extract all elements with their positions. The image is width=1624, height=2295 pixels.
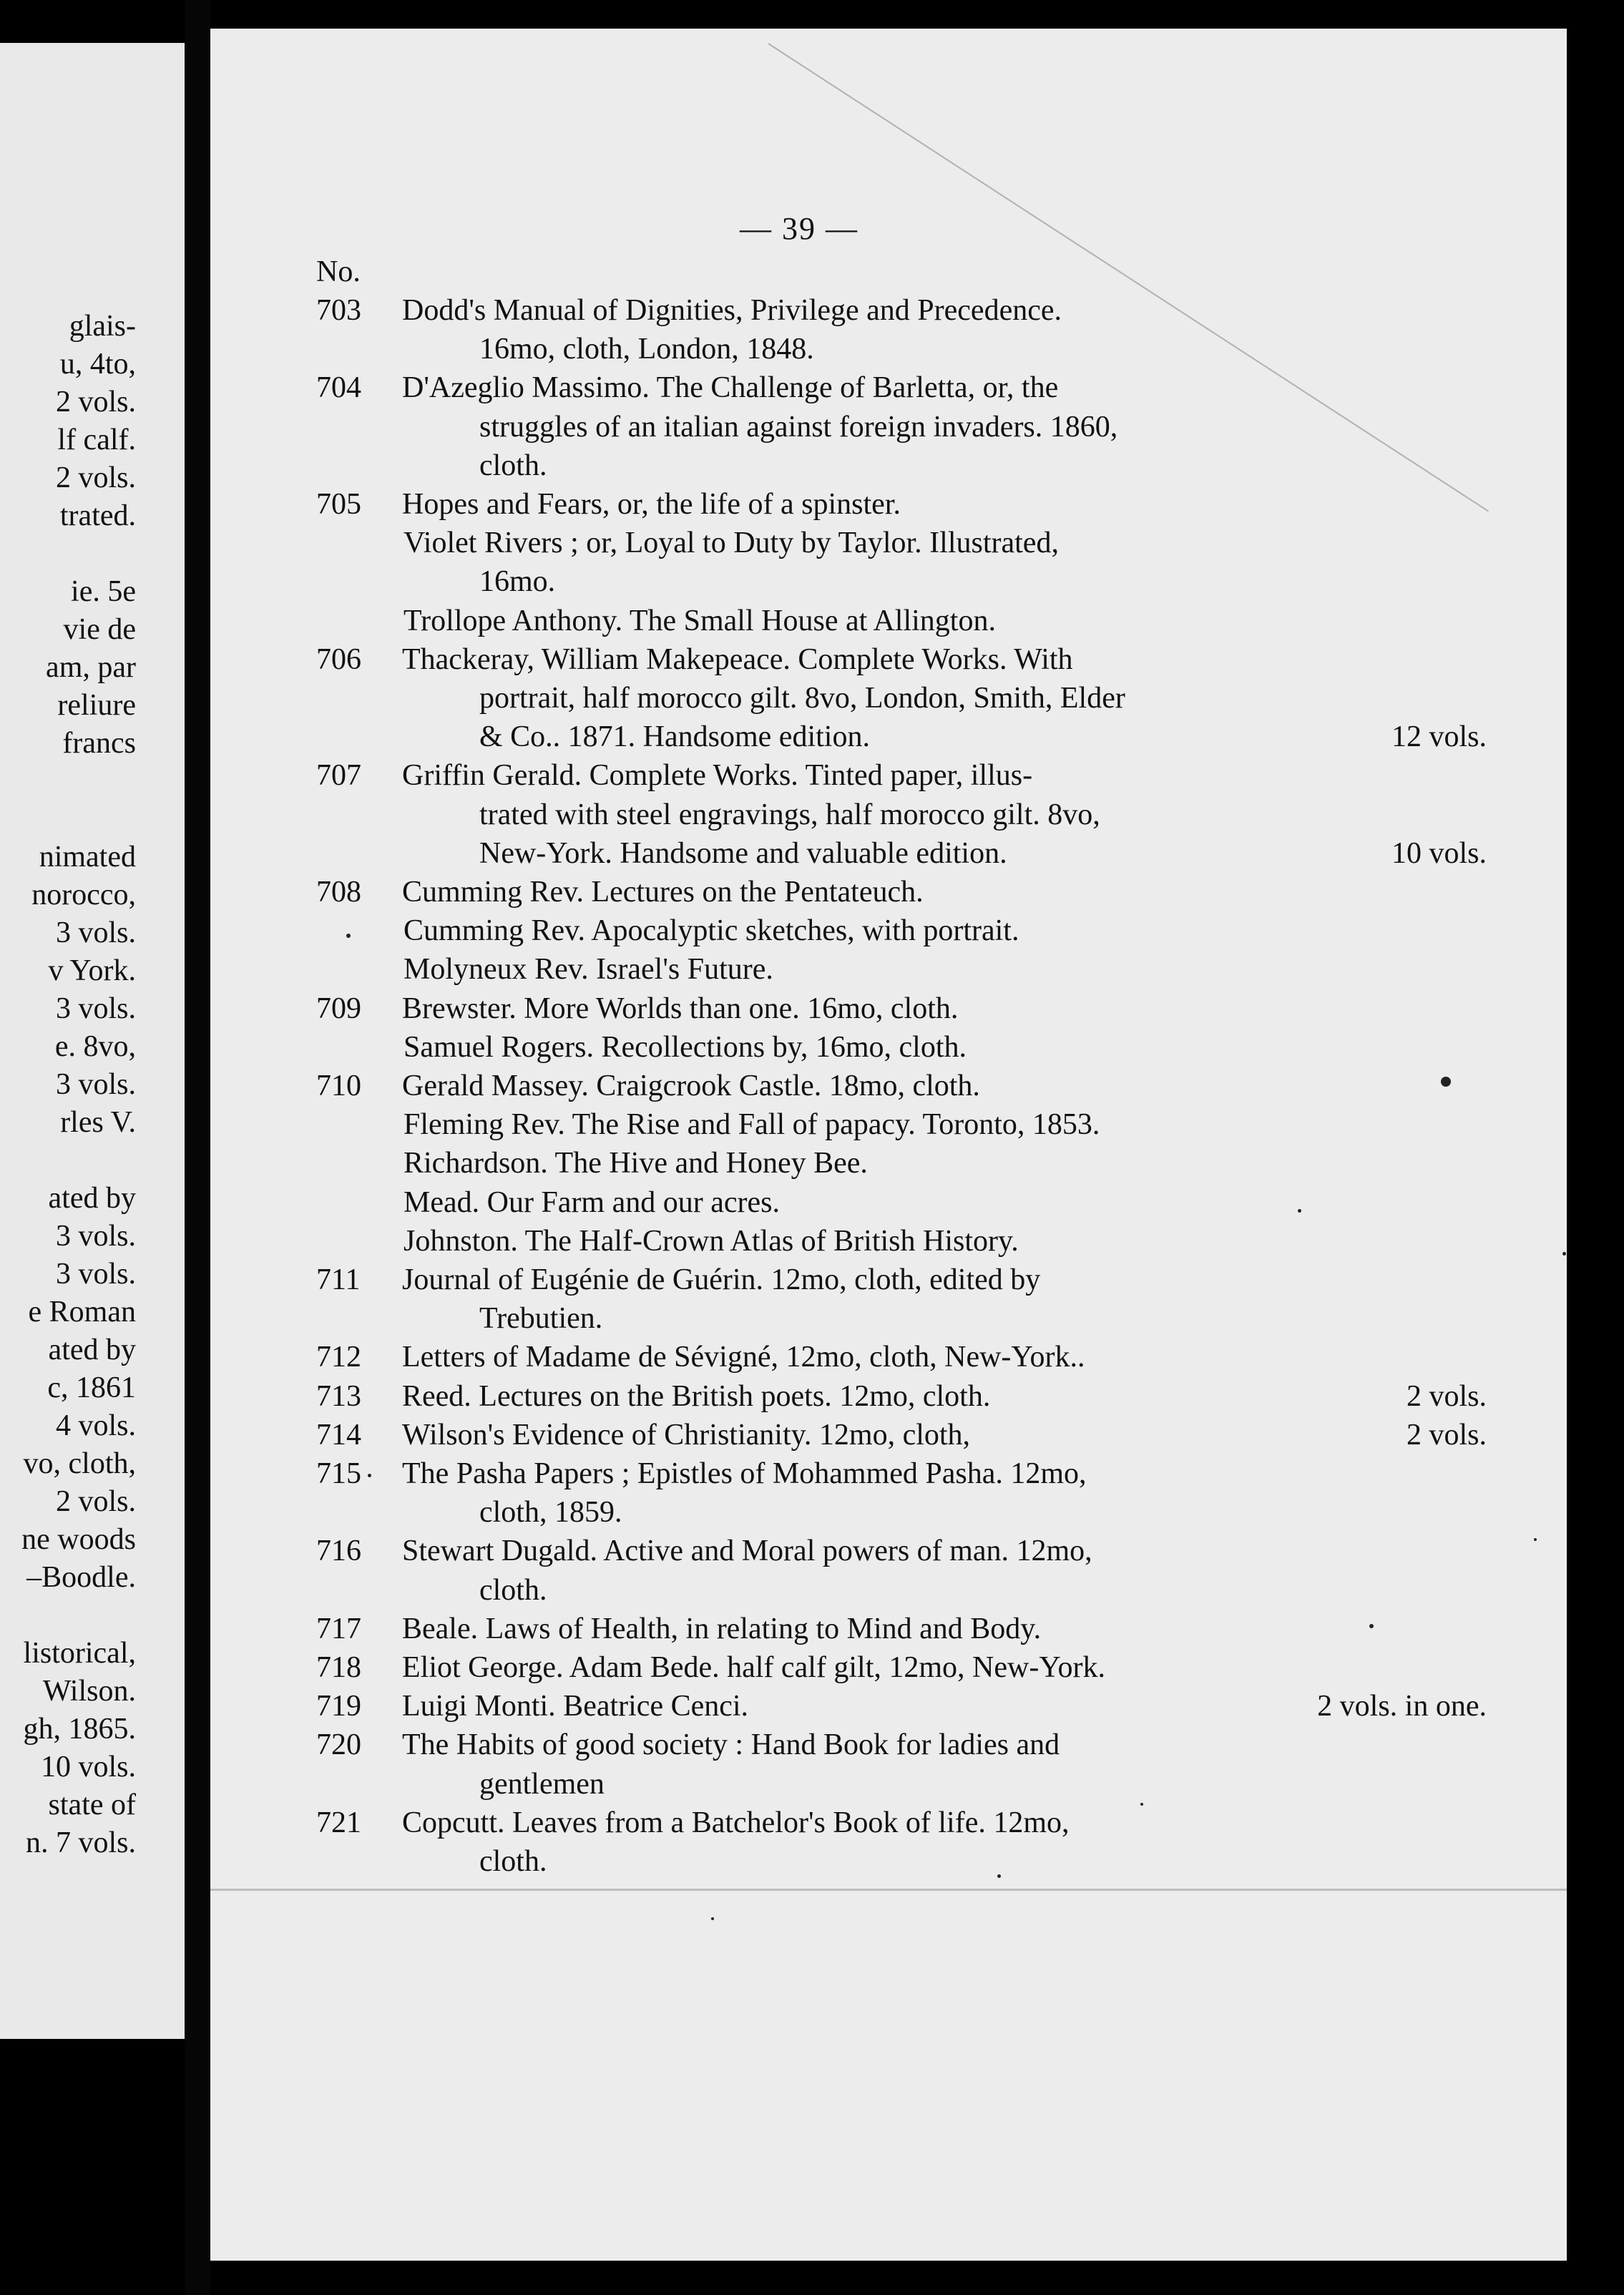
entry-number: 706 [316, 643, 361, 676]
entry-text: trated with steel engravings, half morocco gilt. 8vo, [479, 798, 1100, 831]
catalogue-entry-line [210, 293, 1567, 333]
entry-text: struggles of an italian against foreign invaders. 1860, [479, 411, 1118, 444]
catalogue-entry-line [210, 1263, 1567, 1303]
catalogue-entry-line [210, 1650, 1567, 1690]
entry-number: 716 [316, 1535, 361, 1567]
entry-text: cloth. [479, 1845, 547, 1878]
catalogue-entry-line [210, 1767, 1567, 1807]
entry-number: 714 [316, 1419, 361, 1452]
catalogue-entry-line [210, 952, 1567, 992]
left-page-line: glais- [69, 310, 136, 343]
left-page-line: norocco, [31, 879, 136, 911]
catalogue-entry-line [210, 1224, 1567, 1264]
entry-text: Mead. Our Farm and our acres. [403, 1186, 780, 1219]
entry-text: gentlemen [479, 1768, 605, 1801]
catalogue-entry-line [210, 681, 1567, 721]
left-page-line: vo, cloth, [23, 1447, 136, 1480]
left-page-line: e. 8vo, [54, 1030, 136, 1063]
entry-text: Dodd's Manual of Dignities, Privilege and Precedence. [402, 294, 1062, 327]
catalogue-entry-line [210, 1612, 1567, 1652]
entry-text: Hopes and Fears, or, the life of a spinster. [402, 488, 901, 521]
book-gutter [185, 0, 210, 2295]
entry-text: Samuel Rogers. Recollections by, 16mo, cloth. [403, 1031, 967, 1064]
entry-volumes: 2 vols. [1406, 1419, 1487, 1452]
entry-number: 718 [316, 1651, 361, 1684]
left-page-line: 2 vols. [55, 461, 136, 494]
catalogue-entry-line [210, 836, 1567, 876]
catalogue-entry-line [210, 604, 1567, 644]
left-page-line: francs [62, 727, 136, 760]
catalogue-entry-line [210, 564, 1567, 605]
catalogue-entry-line [210, 642, 1567, 682]
left-page-line: 3 vols. [55, 1258, 136, 1291]
entry-text: Wilson's Evidence of Christianity. 12mo, cloth, [402, 1419, 971, 1452]
left-page-line: state of [48, 1788, 136, 1821]
entry-text: Stewart Dugald. Active and Moral powers of man. 12mo, [402, 1535, 1092, 1567]
left-page-line: am, par [46, 651, 136, 684]
catalogue-entry-line [210, 992, 1567, 1032]
column-header-no: No. [316, 255, 361, 288]
scan-speck [1140, 1803, 1143, 1806]
scan-speck [997, 1874, 1001, 1878]
left-page-line: nimated [39, 841, 136, 874]
catalogue-entry-line [210, 1301, 1567, 1341]
entry-text: 16mo. [479, 565, 556, 598]
catalogue-entry-line [210, 1573, 1567, 1613]
catalogue-entry-line [210, 1689, 1567, 1729]
entry-text: Cumming Rev. Lectures on the Pentateuch. [402, 876, 924, 909]
catalogue-entry-line [210, 914, 1567, 954]
left-page-line: n. 7 vols. [25, 1826, 136, 1859]
entry-text: Trollope Anthony. The Small House at Allington. [403, 605, 996, 637]
page-number: — 39 — [740, 211, 859, 246]
catalogue-entry-line [210, 1844, 1567, 1884]
left-page-line: –Boodle. [26, 1561, 136, 1594]
entry-number: 704 [316, 371, 361, 404]
catalogue-entry-line [210, 1418, 1567, 1458]
entry-text: Johnston. The Half-Crown Atlas of British History. [403, 1225, 1019, 1258]
left-page-line: v York. [48, 954, 136, 987]
entry-volumes: 2 vols. [1406, 1380, 1487, 1413]
catalogue-entry-line [210, 1379, 1567, 1419]
entry-text: portrait, half morocco gilt. 8vo, London, Smith, Elder [479, 682, 1125, 715]
entry-number: 708 [316, 876, 361, 909]
entry-number: 713 [316, 1380, 361, 1413]
entry-text: Eliot George. Adam Bede. half calf gilt, 12mo, New-York. [402, 1651, 1105, 1684]
catalogue-entry-line [210, 1534, 1567, 1574]
left-page-line: 3 vols. [55, 916, 136, 949]
entry-volumes: 12 vols. [1391, 720, 1487, 753]
entry-text: cloth. [479, 449, 547, 482]
left-page-line: gh, 1865. [23, 1713, 136, 1746]
catalogue-entry-line [210, 332, 1567, 372]
entry-text: Reed. Lectures on the British poets. 12mo, cloth. [402, 1380, 991, 1413]
catalogue-entry-line [210, 1495, 1567, 1535]
left-page-line: c, 1861 [47, 1371, 136, 1404]
left-page-line: 3 vols. [55, 1068, 136, 1101]
left-page-line: e Roman [28, 1296, 136, 1328]
entry-text: Journal of Eugénie de Guérin. 12mo, cloth, edited by [402, 1263, 1041, 1296]
entry-text: New-York. Handsome and valuable edition. [479, 837, 1007, 870]
left-page-line: Wilson. [42, 1675, 136, 1708]
scan-speck [711, 1917, 714, 1920]
entry-text: Fleming Rev. The Rise and Fall of papacy. Toronto, 1853. [403, 1108, 1100, 1141]
left-page-line: 2 vols. [55, 386, 136, 419]
catalogue-entry-line [210, 487, 1567, 527]
entry-text: The Pasha Papers ; Epistles of Mohammed Pasha. 12mo, [402, 1457, 1087, 1490]
left-page-line: vie de [63, 613, 136, 646]
catalogue-entry-line [210, 449, 1567, 489]
catalogue-entry-line [210, 1806, 1567, 1846]
catalogue-entry-line [210, 1107, 1567, 1148]
left-page-fragment [0, 43, 185, 2039]
entry-text: D'Azeglio Massimo. The Challenge of Barletta, or, the [402, 371, 1059, 404]
entry-text: Letters of Madame de Sévigné, 12mo, cloth, New-York.. [402, 1341, 1085, 1374]
left-page-line: rles V. [60, 1106, 136, 1139]
catalogue-entry-line [210, 1457, 1567, 1497]
entry-text: Violet Rivers ; or, Loyal to Duty by Taylor. Illustrated, [403, 527, 1059, 559]
left-page-line: 4 vols. [55, 1409, 136, 1442]
entry-text: Gerald Massey. Craigcrook Castle. 18mo, cloth. [402, 1070, 980, 1102]
entry-number: 705 [316, 488, 361, 521]
entry-text: Brewster. More Worlds than one. 16mo, cloth. [402, 992, 959, 1025]
catalogue-entry-line [210, 1069, 1567, 1109]
entry-text: Copcutt. Leaves from a Batchelor's Book of life. 12mo, [402, 1806, 1070, 1839]
catalogue-entry-line [210, 1146, 1567, 1186]
entry-text: cloth, 1859. [479, 1496, 622, 1529]
catalogue-entry-line [210, 720, 1567, 760]
scan-speck [346, 934, 351, 938]
scan-speck [1369, 1624, 1374, 1628]
catalogue-entry-line [210, 371, 1567, 411]
entry-text: Richardson. The Hive and Honey Bee. [403, 1147, 868, 1180]
catalogue-entry-line [210, 875, 1567, 915]
entry-number: 715 [316, 1457, 361, 1490]
scan-speck [1298, 1209, 1301, 1213]
entry-text: Cumming Rev. Apocalyptic sketches, with portrait. [403, 914, 1019, 947]
entry-text: & Co.. 1871. Handsome edition. [479, 720, 870, 753]
catalogue-entry-line [210, 526, 1567, 566]
entry-text: The Habits of good society : Hand Book for ladies and [402, 1728, 1060, 1761]
left-page-line: 10 vols. [40, 1751, 136, 1783]
entry-text: 16mo, cloth, London, 1848. [479, 333, 814, 366]
left-page-line: ie. 5e [71, 575, 136, 608]
entry-text: Molyneux Rev. Israel's Future. [403, 953, 773, 986]
left-page-line: ated by [48, 1334, 136, 1366]
left-page-line: u, 4to, [59, 348, 136, 381]
catalogue-entry-line [210, 1030, 1567, 1070]
entry-text: Luigi Monti. Beatrice Cenci. [402, 1690, 749, 1723]
left-page-line: ne woods [21, 1523, 136, 1556]
left-page-line: 3 vols. [55, 992, 136, 1025]
scan-speck [1534, 1538, 1537, 1541]
entry-number: 707 [316, 759, 361, 792]
entry-number: 717 [316, 1613, 361, 1645]
left-page-line: ated by [48, 1182, 136, 1215]
entry-number: 719 [316, 1690, 361, 1723]
scan-speck [1441, 1077, 1451, 1087]
entry-number: 703 [316, 294, 361, 327]
entry-text: Trebutien. [479, 1302, 603, 1335]
left-page-line: 2 vols. [55, 1485, 136, 1518]
entry-number: 711 [316, 1263, 361, 1296]
entry-text: cloth. [479, 1574, 547, 1607]
entry-volumes: 2 vols. in one. [1317, 1690, 1487, 1723]
catalogue-entry-line [210, 1185, 1567, 1225]
catalogue-entry-line [210, 1728, 1567, 1768]
catalogue-entry-line [210, 1340, 1567, 1380]
entry-number: 712 [316, 1341, 361, 1374]
left-page-line: lf calf. [57, 424, 136, 456]
entry-number: 710 [316, 1070, 361, 1102]
left-page-line: trated. [59, 499, 136, 532]
scan-speck [368, 1474, 371, 1477]
catalogue-entry-line [210, 798, 1567, 838]
left-page-line: listorical, [23, 1637, 136, 1670]
entry-text: Thackeray, William Makepeace. Complete Works. With [402, 643, 1073, 676]
entry-volumes: 10 vols. [1391, 837, 1487, 870]
left-page-line: reliure [57, 689, 136, 722]
entry-text: Beale. Laws of Health, in relating to Mind and Body. [402, 1613, 1042, 1645]
entry-text: Griffin Gerald. Complete Works. Tinted paper, illus- [402, 759, 1033, 792]
left-page-line: 3 vols. [55, 1220, 136, 1253]
entry-number: 709 [316, 992, 361, 1025]
catalogue-entry-line [210, 758, 1567, 798]
catalogue-page [210, 29, 1567, 2261]
scan-speck [1562, 1252, 1566, 1256]
entry-number: 720 [316, 1728, 361, 1761]
page-bottom-edge [210, 1889, 1567, 1891]
entry-number: 721 [316, 1806, 361, 1839]
